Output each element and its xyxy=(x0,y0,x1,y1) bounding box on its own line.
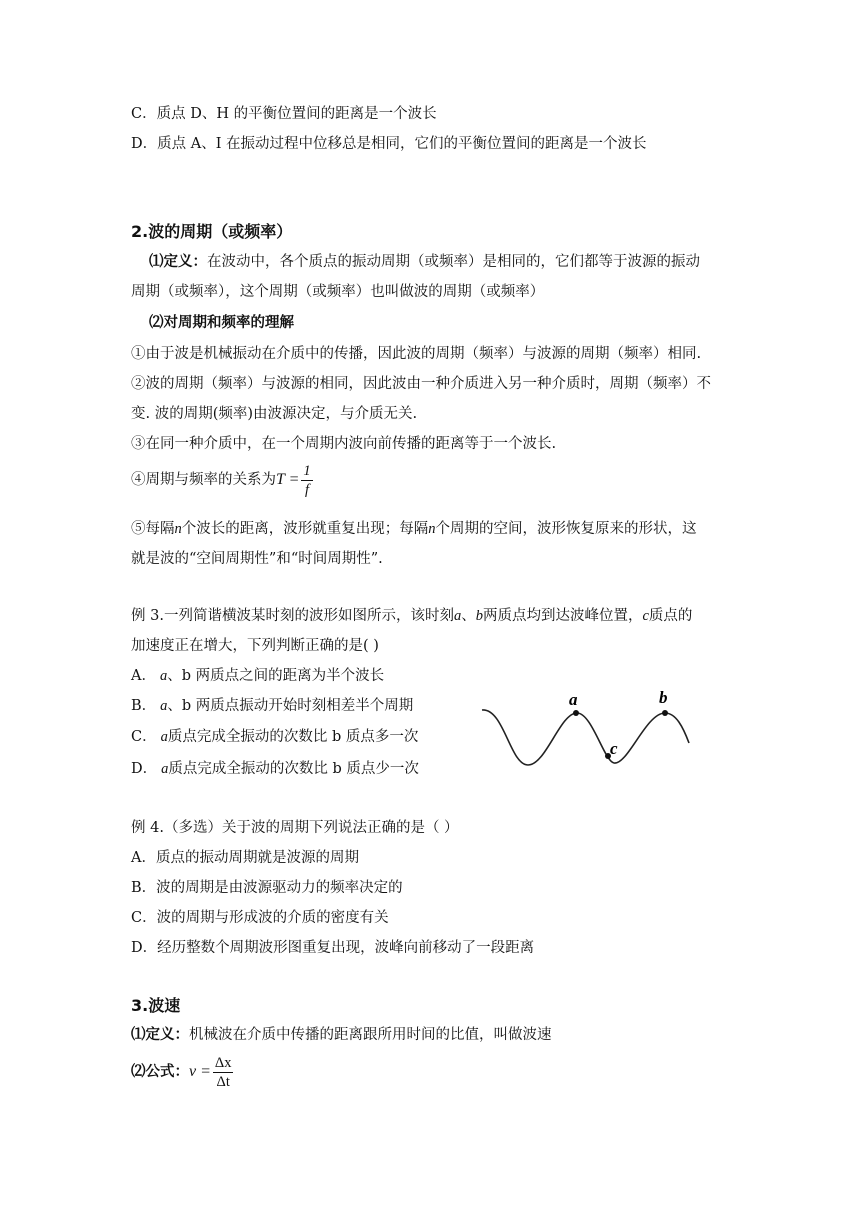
n-symbol: n xyxy=(174,521,182,537)
example-3-option-d xyxy=(131,759,419,779)
section-2-title: 2.波的周期（或频率） xyxy=(131,222,293,241)
fraction-numerator: Δx xyxy=(214,1054,232,1071)
option-letter: A． xyxy=(131,668,156,684)
fraction-denominator: f xyxy=(305,481,310,498)
wave-label-c: c xyxy=(610,739,618,758)
example-3-option-a xyxy=(131,666,384,686)
velocity-symbol: v = xyxy=(189,1063,211,1080)
symbol-b: b xyxy=(475,608,483,624)
point-5-line1 xyxy=(131,519,697,539)
example-4-option-d: D．经历整数个周期波形图重复出现，波峰向前移动了一段距离 xyxy=(131,940,535,956)
option-text: 质点完成全振动的次数比 b 质点多一次 xyxy=(167,729,419,745)
question-text: 质点的 xyxy=(648,608,693,624)
point-1: ①由于波是机械振动在介质中的传播，因此波的周期（频率）与波源的周期（频率）相同. xyxy=(131,346,702,362)
symbol-c: c xyxy=(642,608,649,624)
option-d: D．质点 A、I 在振动过程中位移总是相同，它们的平衡位置间的距离是一个波长 xyxy=(131,136,647,152)
definition-label: ⑴定义： xyxy=(149,254,207,270)
wave-curve xyxy=(482,710,689,765)
option-text: 、b 两质点之间的距离为半个波长 xyxy=(167,668,385,684)
point-5-text: 个波长的距离，波形就重复出现；每隔 xyxy=(181,521,429,537)
point-4 xyxy=(131,460,315,500)
example-3-option-c xyxy=(131,727,418,747)
section-3-title: 3.波速 xyxy=(131,996,181,1015)
point-5-text: ⑤每隔 xyxy=(131,521,175,537)
example-3-option-b xyxy=(131,696,413,716)
example-4-option-a: A．质点的振动周期就是波源的周期 xyxy=(131,850,359,866)
frequency-fraction xyxy=(301,462,312,499)
question-text: 例 3.一列简谐横波某时刻的波形如图所示，该时刻 xyxy=(131,608,454,624)
point-5-text: 个周期的空间，波形恢复原来的形状，这 xyxy=(435,521,697,537)
symbol-a: a xyxy=(160,698,168,714)
point-3: ③在同一种介质中，在一个周期内波向前传播的距离等于一个波长. xyxy=(131,436,557,452)
fraction-numerator: 1 xyxy=(303,462,311,479)
section-3-formula xyxy=(131,1052,235,1092)
question-text: 、 xyxy=(461,608,476,624)
question-text: 两质点均到达波峰位置， xyxy=(482,608,643,624)
section-3-definition xyxy=(131,1025,552,1045)
example-4-option-b: B．波的周期是由波源驱动力的频率决定的 xyxy=(131,880,403,896)
point-a-dot xyxy=(573,710,579,716)
understanding-label: ⑵对周期和频率的理解 xyxy=(149,315,294,331)
section-2-definition-line1 xyxy=(149,252,700,272)
n-symbol: n xyxy=(428,521,436,537)
symbol-a: a xyxy=(453,608,462,624)
definition-text: 机械波在介质中传播的距离跟所用时间的比值，叫做波速 xyxy=(189,1027,552,1043)
definition-label: ⑴定义： xyxy=(131,1027,189,1043)
point-2-line1: ②波的周期（频率）与波源的相同，因此波由一种介质进入另一种介质时，周期（频率）不 xyxy=(131,376,711,392)
example-3-question-line1 xyxy=(131,606,692,626)
symbol-a: a xyxy=(160,729,168,745)
point-b-dot xyxy=(662,710,668,716)
point-5-line2: 就是波的“空间周期性”和“时间周期性”. xyxy=(131,551,383,567)
wave-label-a: a xyxy=(569,690,578,709)
option-text: 、b 两质点振动开始时刻相差半个周期 xyxy=(167,698,414,714)
option-c: C．质点 D、H 的平衡位置间的距离是一个波长 xyxy=(131,106,437,122)
wave-label-b: b xyxy=(659,688,668,707)
point-2-line2: 变. 波的周期(频率)由波源决定，与介质无关. xyxy=(131,406,418,422)
example-4-option-c: C．波的周期与形成波的介质的密度有关 xyxy=(131,910,389,926)
option-letter: C． xyxy=(131,729,157,745)
wave-diagram xyxy=(476,683,696,775)
fraction-denominator: Δt xyxy=(216,1073,230,1090)
example-3-question-line2: 加速度正在增大，下列判断正确的是( ) xyxy=(131,638,379,654)
period-symbol: T = xyxy=(276,471,300,488)
section-2-definition-line2: 周期（或频率），这个周期（或频率）也叫做波的周期（或频率） xyxy=(131,284,545,300)
option-letter: B． xyxy=(131,698,157,714)
option-letter: D． xyxy=(131,761,158,777)
example-4-question: 例 4.（多选）关于波的周期下列说法正确的是（ ） xyxy=(131,820,459,836)
option-text: 质点完成全振动的次数比 b 质点少一次 xyxy=(168,761,419,777)
point-4-text: ④周期与频率的关系为 xyxy=(131,472,276,488)
velocity-fraction xyxy=(213,1054,234,1091)
symbol-a: a xyxy=(159,668,168,684)
symbol-a: a xyxy=(161,761,169,777)
definition-text: 在波动中，各个质点的振动周期（或频率）是相同的，它们都等于波源的振动 xyxy=(207,254,700,270)
formula-label: ⑵公式： xyxy=(131,1064,189,1080)
